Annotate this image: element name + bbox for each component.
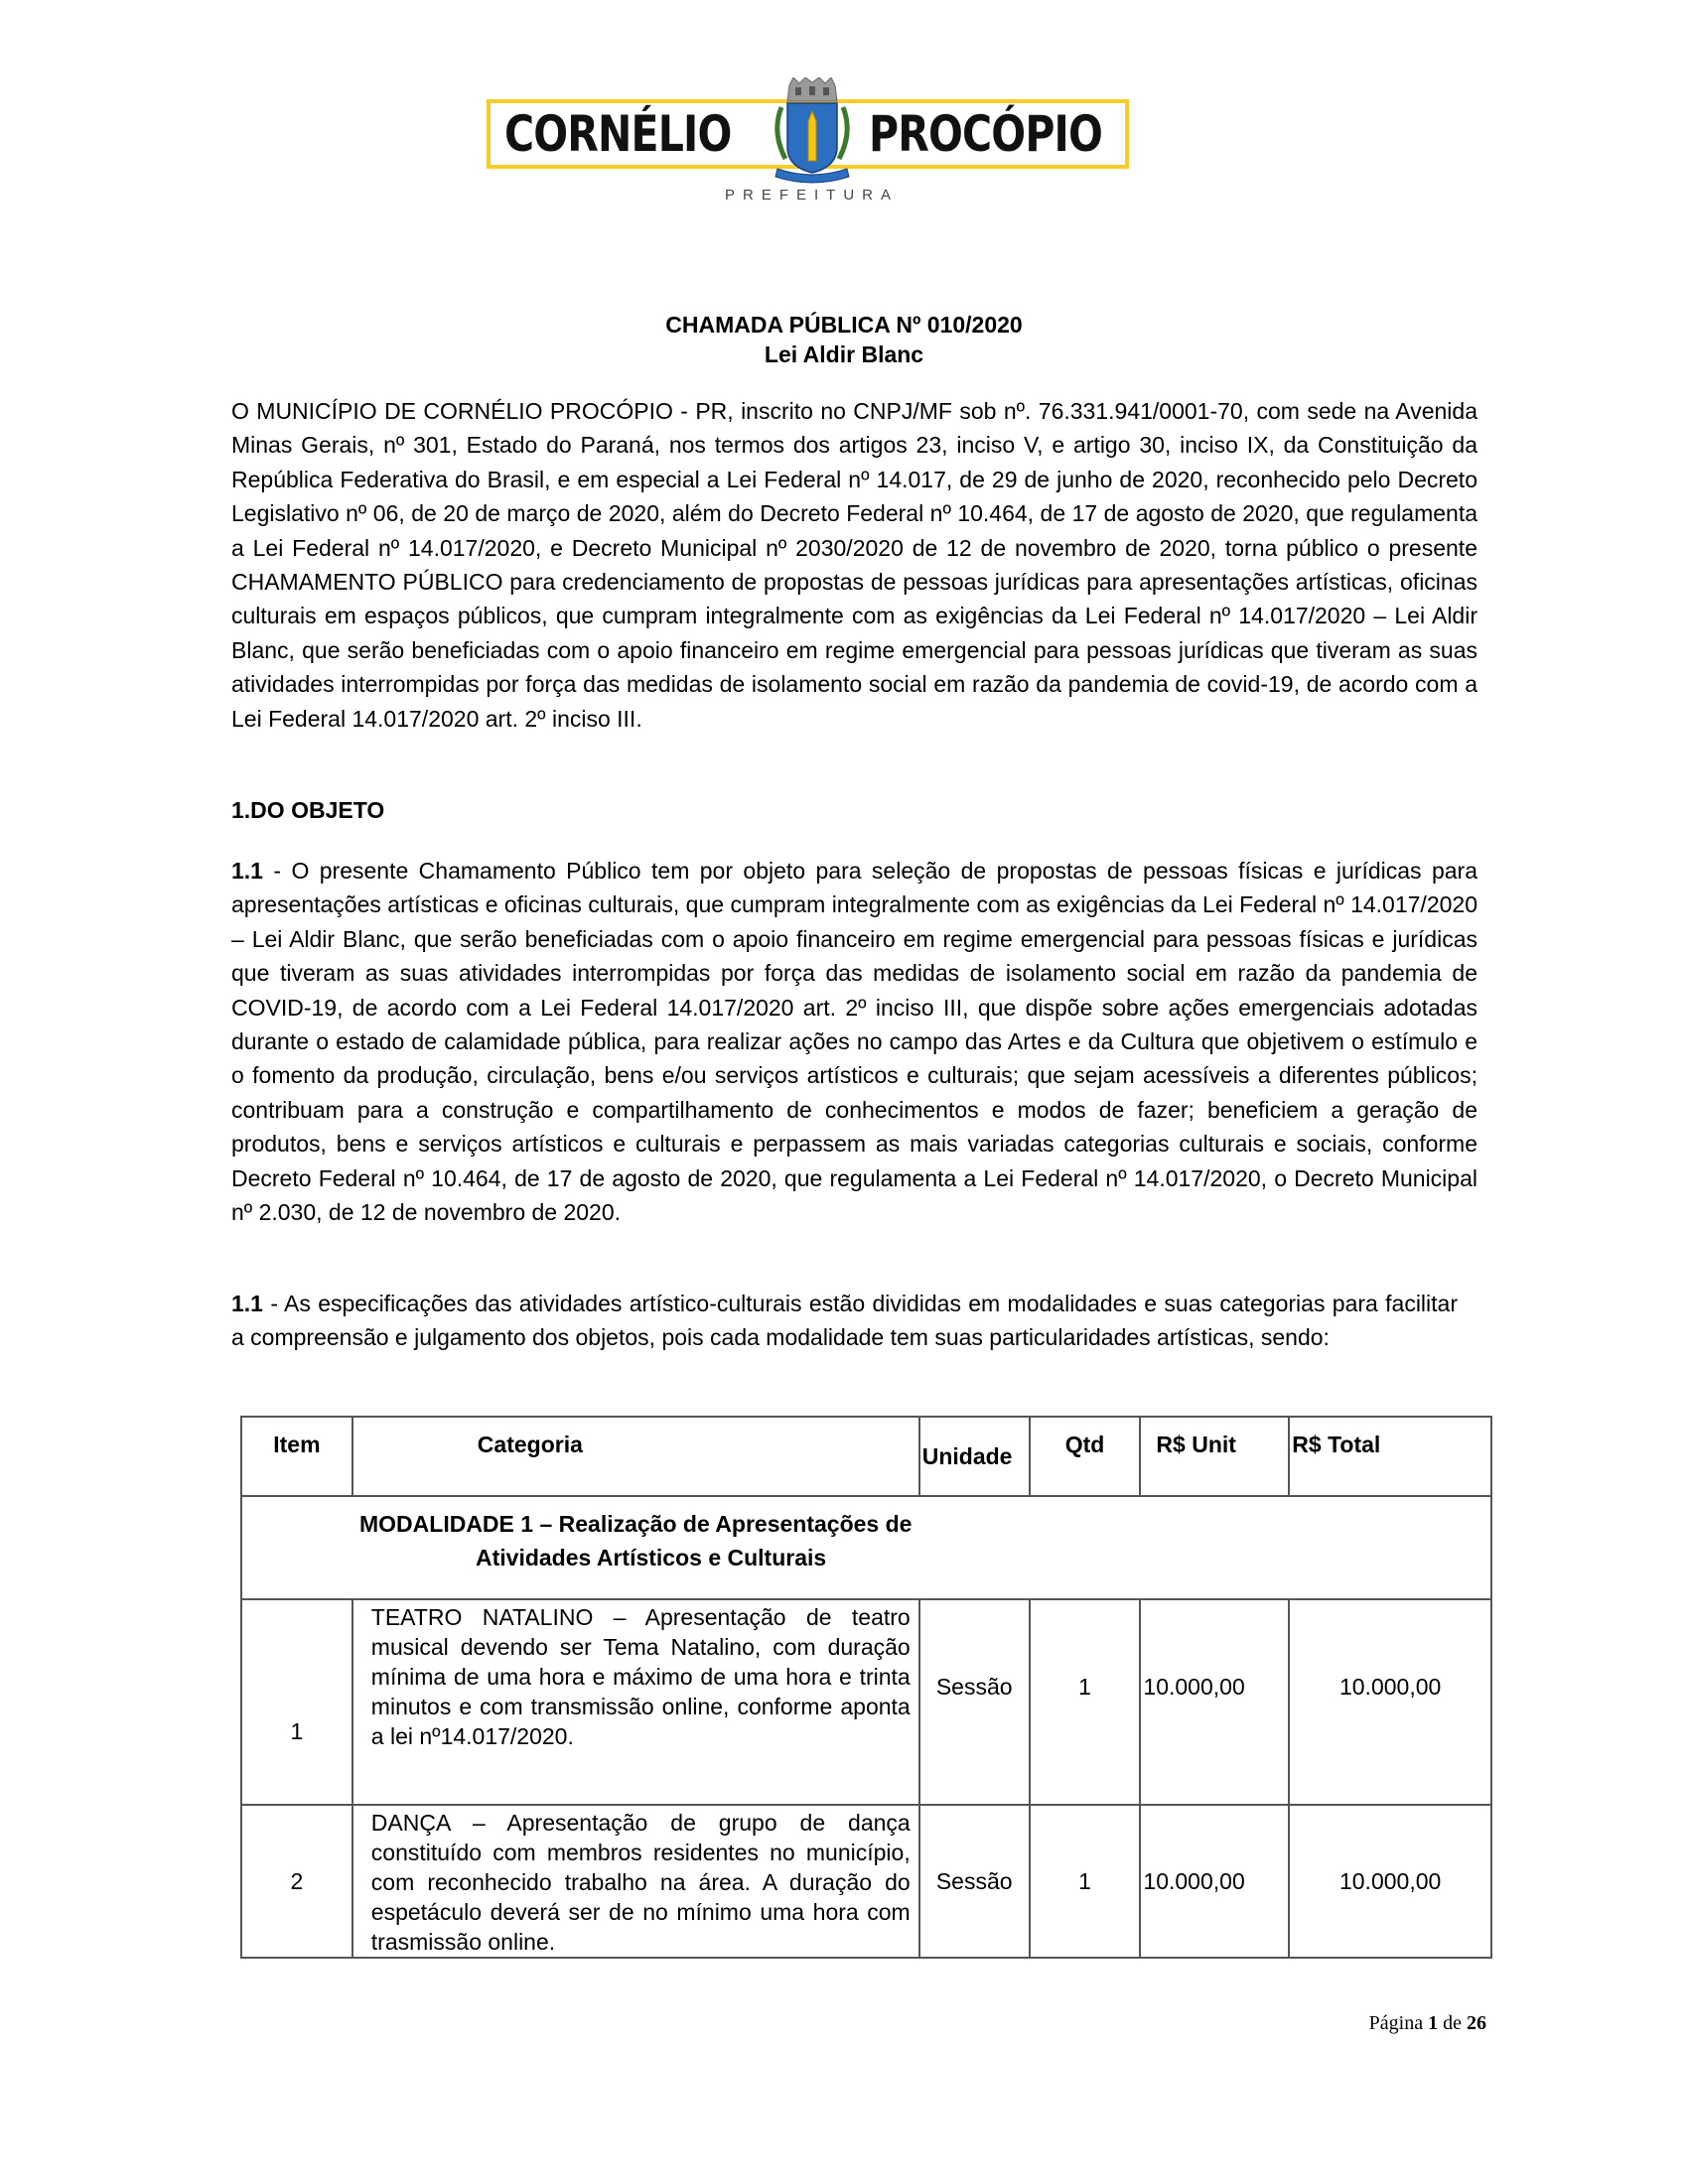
clause-number: 1.1 xyxy=(231,858,263,884)
table-row xyxy=(241,1805,1491,1958)
header-categoria: Categoria xyxy=(352,1417,919,1496)
logo-subtitle: PREFEITURA xyxy=(724,187,899,204)
clause-text: - As especificações das atividades artístico-culturais estão divididas em modalidades e suas categorias para facilitar a compreensão e julgamento dos objetos, pois cada modalidade tem suas particularidades artísticas, sendo: xyxy=(231,1291,1458,1351)
header-qtd: Qtd xyxy=(1030,1417,1141,1496)
modality-line-1: MODALIDADE 1 – Realização de Apresentações de xyxy=(359,1511,913,1537)
row-item: 2 xyxy=(241,1805,352,1958)
document-subtitle: Lei Aldir Blanc xyxy=(764,341,924,367)
row-total-price: 10.000,00 xyxy=(1289,1805,1491,1958)
document-title: CHAMADA PÚBLICA Nº 010/2020 xyxy=(665,312,1023,338)
row-item: 1 xyxy=(241,1599,352,1805)
row-categoria: TEATRO NATALINO – Apresentação de teatro musical devendo ser Tema Natalino, com duração mínima de uma hora e máximo de uma hora e trinta minutos e com transmissão online, conforme aponta a lei nº14.017/2020. xyxy=(352,1599,919,1805)
row-unit-price: 10.000,00 xyxy=(1140,1805,1289,1958)
logo-word-left: CORNÉLIO xyxy=(504,105,732,163)
row-categoria: DANÇA – Apresentação de grupo de dança constituído com membros residentes no município, com reconhecido trabalho na área. A duração do espetáculo deverá ser de no mínimo uma hora com trasmissão online. xyxy=(352,1805,919,1958)
intro-paragraph: O MUNICÍPIO DE CORNÉLIO PROCÓPIO - PR, inscrito no CNPJ/MF sob nº. 76.331.941/0001-70, com sede na Avenida Minas Gerais, nº 301, Estado do Paraná, nos termos dos artigos 23, inciso V, e artigo 30, inciso IX, da Constituição da República Federativa do Brasil, e em especial a Lei Federal nº 14.017, de 29 de junho de 2020, reconhecido pelo Decreto Legislativo nº 06, de 20 de março de 2020, além do Decreto Federal nº 10.464, de 17 de agosto de 2020, que regulamenta a Lei Federal nº 14.017/2020, e Decreto Municipal nº 2030/2020 de 12 de novembro de 2020, torna público o presente CHAMAMENTO PÚBLICO para credenciamento de propostas de pessoas jurídicas para apresentações artísticas, oficinas culturais em espaços públicos, que cumpram integralmente com as exigências da Lei Federal nº 14.017/2020 – Lei Aldir Blanc, que serão beneficiadas com o apoio financeiro em regime emergencial para pessoas jurídicas que tiveram as suas atividades interrompidas por força das medidas de isolamento social em razão da pandemia de covid-19, de acordo com a Lei Federal 14.017/2020 art. 2º inciso III. xyxy=(231,398,1477,732)
modality-row xyxy=(241,1496,1491,1599)
row-unidade: Sessão xyxy=(919,1805,1030,1958)
row-qtd: 1 xyxy=(1030,1599,1141,1805)
modality-title xyxy=(241,1496,1491,1599)
page-number xyxy=(1369,2012,1486,2035)
clause-number: 1.1 xyxy=(231,1291,263,1316)
logo-word-right: PROCÓPIO xyxy=(869,105,1103,163)
row-unit-price: 10.000,00 xyxy=(1140,1599,1289,1805)
items-table xyxy=(240,1416,1492,1959)
row-qtd: 1 xyxy=(1030,1805,1141,1958)
table-row xyxy=(241,1599,1491,1805)
clause-1-1-paragraph xyxy=(231,854,1477,1229)
table-header-row xyxy=(241,1417,1491,1496)
row-unidade: Sessão xyxy=(919,1599,1030,1805)
row-total-price: 10.000,00 xyxy=(1289,1599,1491,1805)
header-unidade: Unidade xyxy=(919,1417,1030,1496)
section-heading: 1.DO OBJETO xyxy=(231,797,385,823)
page-total: 26 xyxy=(1467,2012,1486,2034)
coat-of-arms-icon xyxy=(768,77,857,192)
modality-line-2: Atividades Artísticos e Culturais xyxy=(476,1545,827,1570)
clause-text: - O presente Chamamento Público tem por objeto para seleção de propostas de pessoas físicas e jurídicas para apresentações artísticas e oficinas culturais, que cumpram integralmente com as exigências da Lei Federal nº 14.017/2020 – Lei Aldir Blanc, que serão beneficiadas com o apoio financeiro em regime emergencial para pessoas físicas e jurídicas que tiveram as suas atividades interrompidas por força das medidas de isolamento social em razão da pandemia de COVID-19, de acordo com a Lei Federal 14.017/2020 art. 2º inciso III, que dispõe sobre ações emergenciais adotadas durante o estado de calamidade pública, para realizar ações no campo das Artes e da Cultura que objetivem o estímulo e o fomento da produção, circulação, bens e/ou serviços artísticos e culturais; que sejam acessíveis a diferentes públicos; contribuam para a construção e compartilhamento de conhecimentos e modos de fazer; beneficiem a geração de produtos, bens e serviços artísticos e culturais e perpassem as mais variadas categorias culturais e sociais, conforme Decreto Federal nº 10.464, de 17 de agosto de 2020, que regulamenta a Lei Federal nº 14.017/2020, o Decreto Municipal nº 2.030, de 12 de novembro de 2020. xyxy=(231,858,1477,1226)
prefeitura-logo xyxy=(487,77,1137,206)
clause-1-1-specs-paragraph xyxy=(231,1287,1458,1355)
header-total: R$ Total xyxy=(1289,1417,1491,1496)
header-item: Item xyxy=(241,1417,352,1496)
header-unit: R$ Unit xyxy=(1140,1417,1289,1496)
page-label: Página xyxy=(1368,2012,1424,2034)
page-of: de xyxy=(1443,2012,1462,2034)
page-current: 1 xyxy=(1428,2012,1439,2034)
